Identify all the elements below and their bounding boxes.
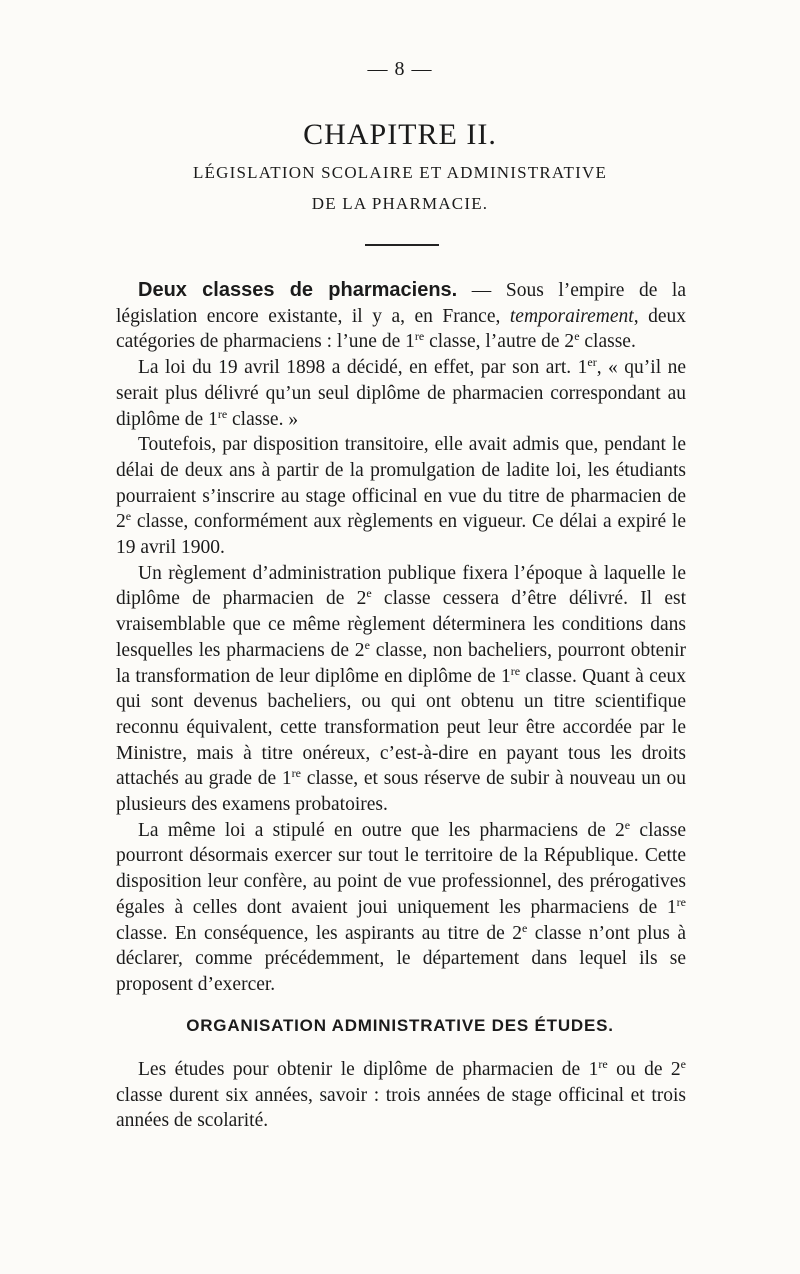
text-run: Les études pour obtenir le diplôme de pharmacien de 1 — [138, 1059, 599, 1080]
divider-rule — [365, 244, 439, 246]
superscript: e — [364, 637, 370, 652]
text-run: classe, non bacheliers, pourront obtenir la transformation de leur diplôme en diplôme de 1 — [116, 639, 687, 687]
text-run: classe, l’autre de 2 — [424, 331, 575, 353]
text-run: classe pourront désormais exercer sur tout le territoire de la République. Cette disposition leur confère, au point de vue professionnel, des prérogatives égales à celles dont avaient joui uniquement les pharmaciens de 1 — [116, 819, 686, 918]
runin-heading: Deux classes de pharmaciens. — [138, 279, 458, 301]
text-run: classe durent six années, savoir : trois années de stage officinal et trois années de scolarité. — [116, 1084, 686, 1132]
text-run: — Sous l’empire de la législation encore existante, il y a, en France, — [116, 280, 686, 327]
section-body — [116, 1057, 686, 1134]
text-run: , « qu’il ne serait plus délivré qu’un seul diplôme de pharmacien correspondant au diplôme de 1 — [116, 357, 687, 430]
text-run: classe. Quant à ceux qui sont devenus bacheliers, ou qui ont obtenu un titre scientifique reconnu équivalent, cette transformation peut leur être accordée par le Ministre, mais à titre onéreux, c’est-à-dire en payant tous les droits attachés au grade de 1 — [116, 665, 686, 790]
superscript: e — [680, 1057, 686, 1071]
paragraph-regulation — [116, 561, 686, 818]
superscript: e — [125, 509, 132, 524]
paragraph-transitional — [116, 432, 686, 561]
chapter-body — [116, 278, 686, 998]
superscript: e — [574, 329, 580, 344]
text-run: classe. » — [227, 408, 299, 430]
superscript: e — [522, 920, 528, 935]
page-number: — 8 — — [367, 58, 433, 80]
superscript: re — [414, 329, 425, 344]
text-run: La même loi a stipulé en outre que les pharmaciens de 2 — [138, 819, 625, 841]
text-run: , deux catégories de pharmaciens : l’une de 1 — [116, 305, 687, 353]
superscript: re — [676, 894, 686, 909]
text-run: classe, conformément aux règlements en vigueur. Ce délai a expiré le 19 avril 1900. — [116, 511, 686, 559]
text-run: classe. — [579, 331, 636, 353]
paragraph-studies — [116, 1057, 686, 1134]
text-run: classe n’ont plus à déclarer, comme précédemment, le département dans lequel ils se proposent d’exercer. — [116, 922, 686, 995]
chapter-subtitle-line-1: LÉGISLATION SCOLAIRE ET ADMINISTRATIVE — [192, 163, 608, 182]
superscript: re — [510, 663, 521, 678]
paragraph-law-1898 — [116, 355, 686, 432]
superscript: er — [587, 355, 597, 370]
paragraph-territory — [116, 818, 686, 998]
superscript: e — [366, 586, 372, 601]
chapter-title: CHAPITRE II. — [303, 118, 497, 151]
text-run: classe cessera d’être délivré. Il est vraisemblable que ce même règlement déterminera les conditions dans lesquelles les pharmaciens de 2 — [116, 588, 686, 661]
paragraph-two-classes — [116, 278, 686, 355]
section-heading: ORGANISATION ADMINISTRATIVE DES ÉTUDES. — [186, 1016, 614, 1035]
emphasis-text: temporairement — [509, 305, 634, 327]
text-run: Un règlement d’administration publique fixera l’époque à laquelle le diplôme de pharmacien de 2 — [116, 562, 686, 610]
text-run: classe. En conséquence, les aspirants au titre de 2 — [116, 922, 523, 944]
text-run: Toutefois, par disposition transitoire, elle avait admis que, pendant le délai de deux ans à partir de la promulgation de ladite loi, les étudiants pourraient s’inscrire au stage officinal en vue du titre de pharmacien de 2 — [116, 434, 686, 533]
text-run: La loi du 19 avril 1898 a décidé, en effet, par son art. 1 — [138, 357, 588, 379]
superscript: re — [217, 406, 228, 421]
text-run: ou de 2 — [607, 1059, 681, 1080]
chapter-subtitle-line-2: DE LA PHARMACIE. — [311, 194, 489, 213]
superscript: re — [598, 1057, 608, 1071]
text-run: classe, et sous réserve de subir à nouveau un ou plusieurs des examens probatoires. — [116, 768, 686, 816]
superscript: re — [291, 766, 301, 781]
superscript: e — [624, 817, 631, 832]
